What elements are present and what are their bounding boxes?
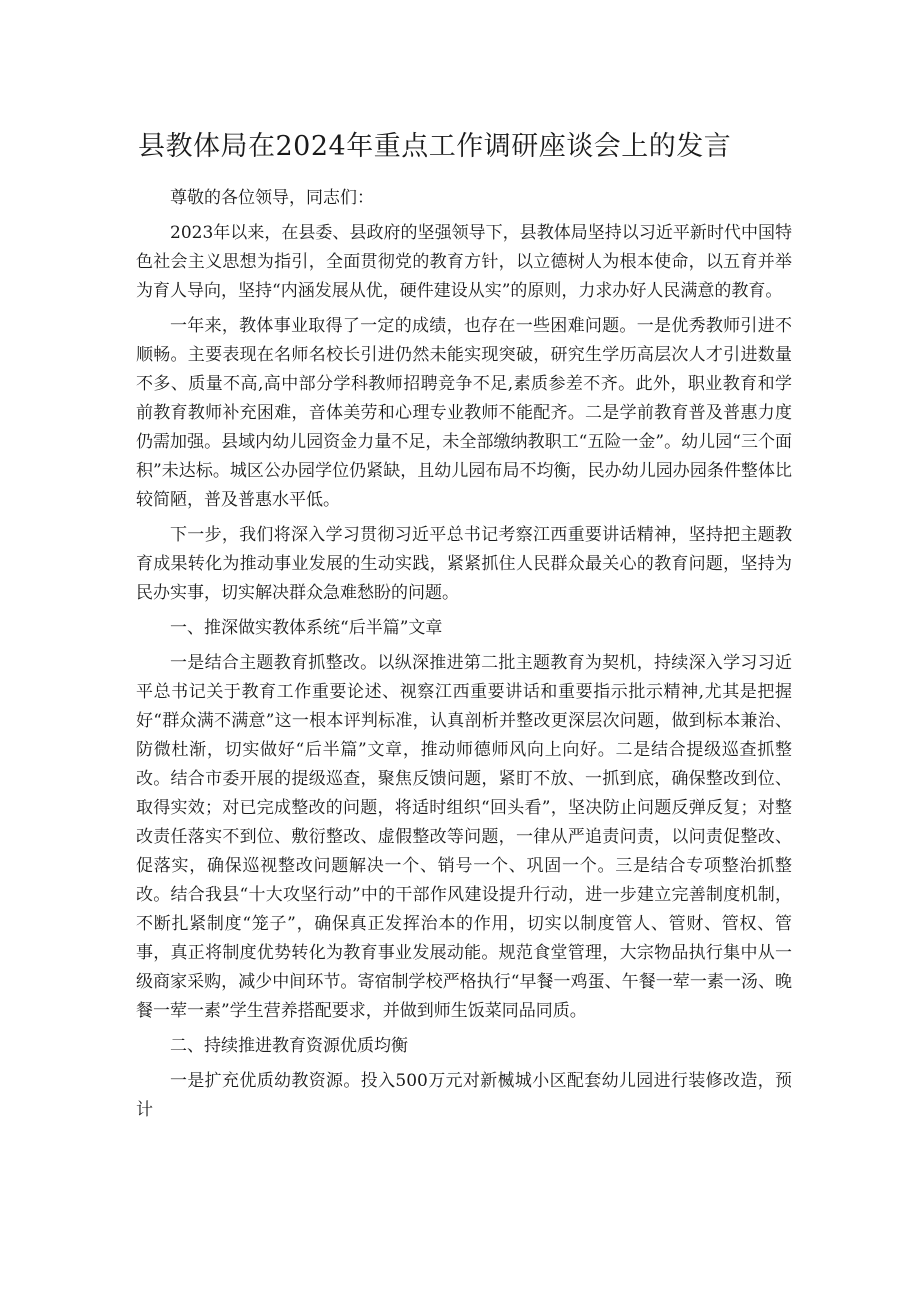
paragraph-resources: 一是扩充优质幼教资源。投入500万元对新楲城小区配套幼儿园进行装修改造，预计	[136, 1071, 792, 1120]
paragraph-problems: 一年来，教体事业取得了一定的成绩，也存在一些困难问题。一是优秀教师引进不顺畅。主要表现在名师名校长引进仍然未能实现突破，研究生学历高层次人才引进数量不多、质量不高,高中部分学科教师招聘竞争不足,素质参差不齐。此外，职业教育和学前教育教师补充困难，音体美劳和心理专业教师不能配齐。二是学前教育普及普惠力度仍需加强。县域内幼儿园资金力量不足，未全部缴纳教职工“五险一金”。幼儿园“三个面积”未达标。城区公办园学位仍紧缺，且幼儿园布局不均衡，民办幼儿园办园条件整体比较简陋，普及普惠水平低。	[136, 316, 792, 510]
paragraph-intro: 2023年以来，在县委、县政府的坚强领导下，县教体局坚持以习近平新时代中国特色社会主义思想为指引，全面贯彻党的教育方针，以立德树人为根本使命，以五育并举为育人导向，坚持“内涵发展从优，硬件建设从实”的原则，力求办好人民满意的教育。	[136, 223, 792, 301]
paragraph-rectification: 一是结合主题教育抓整改。以纵深推进第二批主题教育为契机，持续深入学习习近平总书记关于教育工作重要论述、视察江西重要讲话和重要指示批示精神,尤其是把握好“群众满不满意”这一根本评判标准，认真剖析并整改更深层次问题，做到标本兼治、防微杜渐，切实做好“后半篇”文章，推动师德师风向上向好。二是结合提级巡查抓整改。结合市委开展的提级巡查，聚焦反馈问题，紧盯不放、一抓到底，确保整改到位、取得实效；对已完成整改的问题，将适时组织“回头看”，坚决防止问题反弹反复；对整改责任落实不到位、敷衍整改、虚假整改等问题，一律从严追责问责，以问责促整改、促落实，确保巡视整改问题解决一个、销号一个、巩固一个。三是结合专项整治抓整改。结合我县“十大攻坚行动”中的干部作风建设提升行动，进一步建立完善制度机制，不断扎紧制度“笼子”，确保真正发挥治本的作用，切实以制度管人、管财、管权、管事，真正将制度优势转化为教育事业发展动能。规范食堂管理，大宗物品执行集中从一级商家采购，减少中间环节。寄宿制学校严格执行“早餐一鸡蛋、午餐一荤一素一汤、晚餐一荤一素”学生营养搭配要求，并做到师生饭菜同品同质。	[136, 653, 792, 1021]
document-title: 县教体局在2024年重点工作调研座谈会上的发言	[138, 131, 732, 162]
section-heading-1: 一、推深做实教体系统“后半篇”文章	[170, 618, 443, 638]
section-heading-2: 二、持续推进教育资源优质均衡	[170, 1036, 408, 1056]
paragraph-next-steps: 下一步，我们将深入学习贯彻习近平总书记考察江西重要讲话精神，坚持把主题教育成果转化为推动事业发展的生动实践，紧紧抓住人民群众最关心的教育问题，坚持为民办实事，切实解决群众急难愁盼的问题。	[136, 525, 792, 603]
salutation: 尊敬的各位领导，同志们：	[170, 188, 374, 208]
